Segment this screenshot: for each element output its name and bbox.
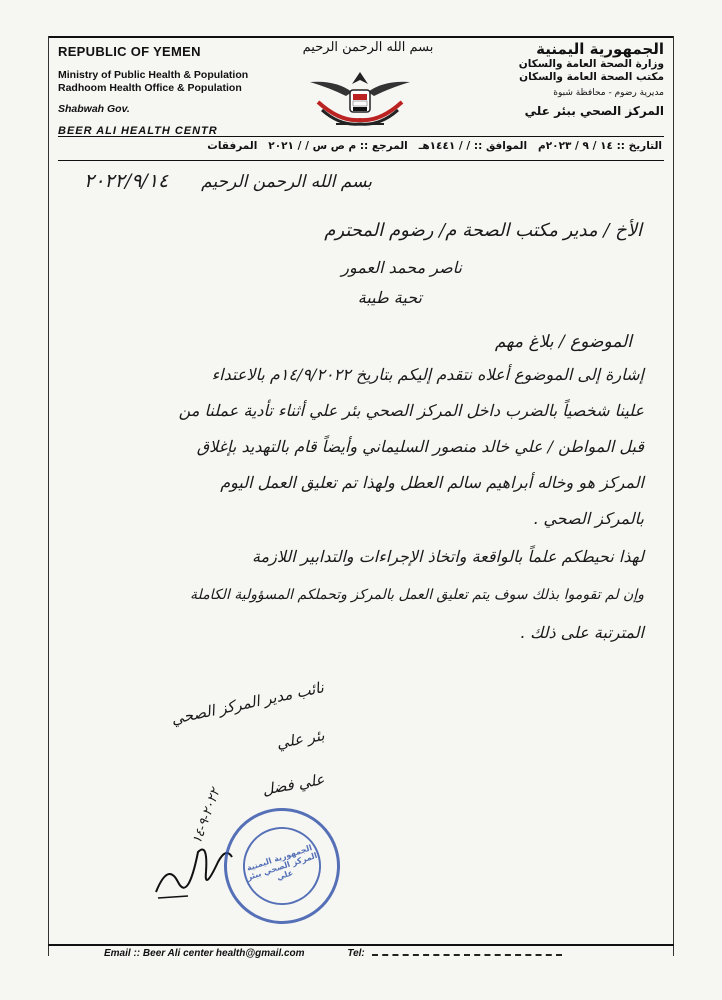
email-label: Email ::	[104, 948, 141, 959]
stamp-text: الجمهورية اليمنية المركز الصحي ببئر علي	[233, 817, 331, 915]
body-line: قبل المواطن / علي خالد منصور السليماني وأيضاً قام بالتهديد بإغلاق	[196, 437, 644, 456]
header-top-rule	[48, 36, 674, 38]
subject-line: الموضوع / بلاغ مهم	[494, 332, 632, 352]
email-value[interactable]: Beer Ali center health@gmail.com	[142, 948, 305, 959]
recipient-name: ناصر محمد العمور	[341, 258, 462, 277]
handwritten-date: ٢٠٢٢/٩/١٤	[84, 170, 169, 192]
recipient-line: الأخ / مدير مكتب الصحة م/ رضوم المحترم	[324, 220, 642, 241]
reference-bottom-rule	[58, 160, 664, 161]
body-line: بالمركز الصحي .	[533, 509, 644, 528]
ministry-ar: وزارة الصحة العامة والسكان	[518, 58, 664, 70]
office-en: Radhoom Health Office & Population	[58, 82, 242, 94]
letter-basmala: بسم الله الرحمن الرحيم	[201, 172, 372, 192]
ref-label: المرجع	[371, 140, 408, 152]
body-line: المترتبة على ذلك .	[519, 623, 644, 642]
country-ar: الجمهورية اليمنية	[536, 40, 664, 58]
signature-date: ٢٠٢٢-٩-١٤	[189, 786, 224, 846]
ref-value: م ص س / / ٢٠٢١	[268, 140, 357, 152]
office-ar: مكتب الصحة العامة والسكان	[519, 71, 664, 83]
right-border	[673, 36, 674, 956]
greeting: تحية طيبة	[357, 288, 422, 307]
center-en: BEER ALI HEALTH CENTR	[58, 125, 218, 137]
hijri-value: / / ١٤٤١هـ	[418, 140, 471, 152]
body-line: علينا شخصياً بالضرب داخل المركز الصحي بئر علي أثناء تأدية عملنا من	[178, 401, 644, 420]
hijri-label: الموافق	[485, 140, 528, 152]
tel-numbers	[372, 948, 562, 956]
signature-place: بئر علي	[275, 726, 326, 753]
district-ar: مديرية رضوم - محافظة شبوة	[553, 88, 664, 98]
body-line: وإن لم تقوموا بذلك سوف يتم تعليق العمل بالمركز وتحملكم المسؤولية الكاملة	[190, 587, 644, 603]
center-ar: المركز الصحي ببئر علي	[524, 104, 664, 118]
body-line: المركز هو وخاله أبراهيم سالم العطل ولهذا تم تعليق العمل اليوم	[220, 473, 644, 492]
attachments-label: المرفقات	[207, 140, 258, 152]
english-letterhead	[58, 44, 278, 137]
reference-top-rule	[58, 136, 664, 137]
date-label: التاريخ	[628, 140, 662, 152]
tel-label: Tel:	[347, 948, 365, 959]
signature-title: نائب مدير المركز الصحي	[169, 678, 326, 729]
left-border	[48, 36, 49, 956]
arabic-letterhead	[434, 40, 664, 118]
body-line: إشارة إلى الموضوع أعلاه نتقدم إليكم بتاريخ ١٤/٩/٢٠٢٢م بالاعتداء	[211, 365, 644, 384]
governorate-en: Shabwah Gov.	[58, 103, 130, 115]
signature-name: علي فضل	[260, 770, 326, 799]
date-value: ١٤ / ٩ / ٢٠٢٣م	[538, 140, 613, 152]
footer	[104, 948, 562, 959]
footer-rule	[48, 944, 674, 946]
body-line: لهذا نحيطكم علماً بالواقعة واتخاذ الإجراءات والتدابير اللازمة	[251, 547, 644, 566]
country-en: REPUBLIC OF YEMEN	[58, 44, 201, 59]
reference-line: التاريخ :: ١٤ / ٩ / ٢٠٢٣م الموافق :: / / ١٤٤١هـ المرجع :: م ص س / / ٢٠٢١ المرفقات	[207, 140, 662, 152]
basmala-header: بسم الله الرحمن الرحيم	[302, 40, 434, 55]
ministry-en: Ministry of Public Health & Population	[58, 69, 249, 81]
yemen-eagle-emblem	[300, 62, 420, 134]
